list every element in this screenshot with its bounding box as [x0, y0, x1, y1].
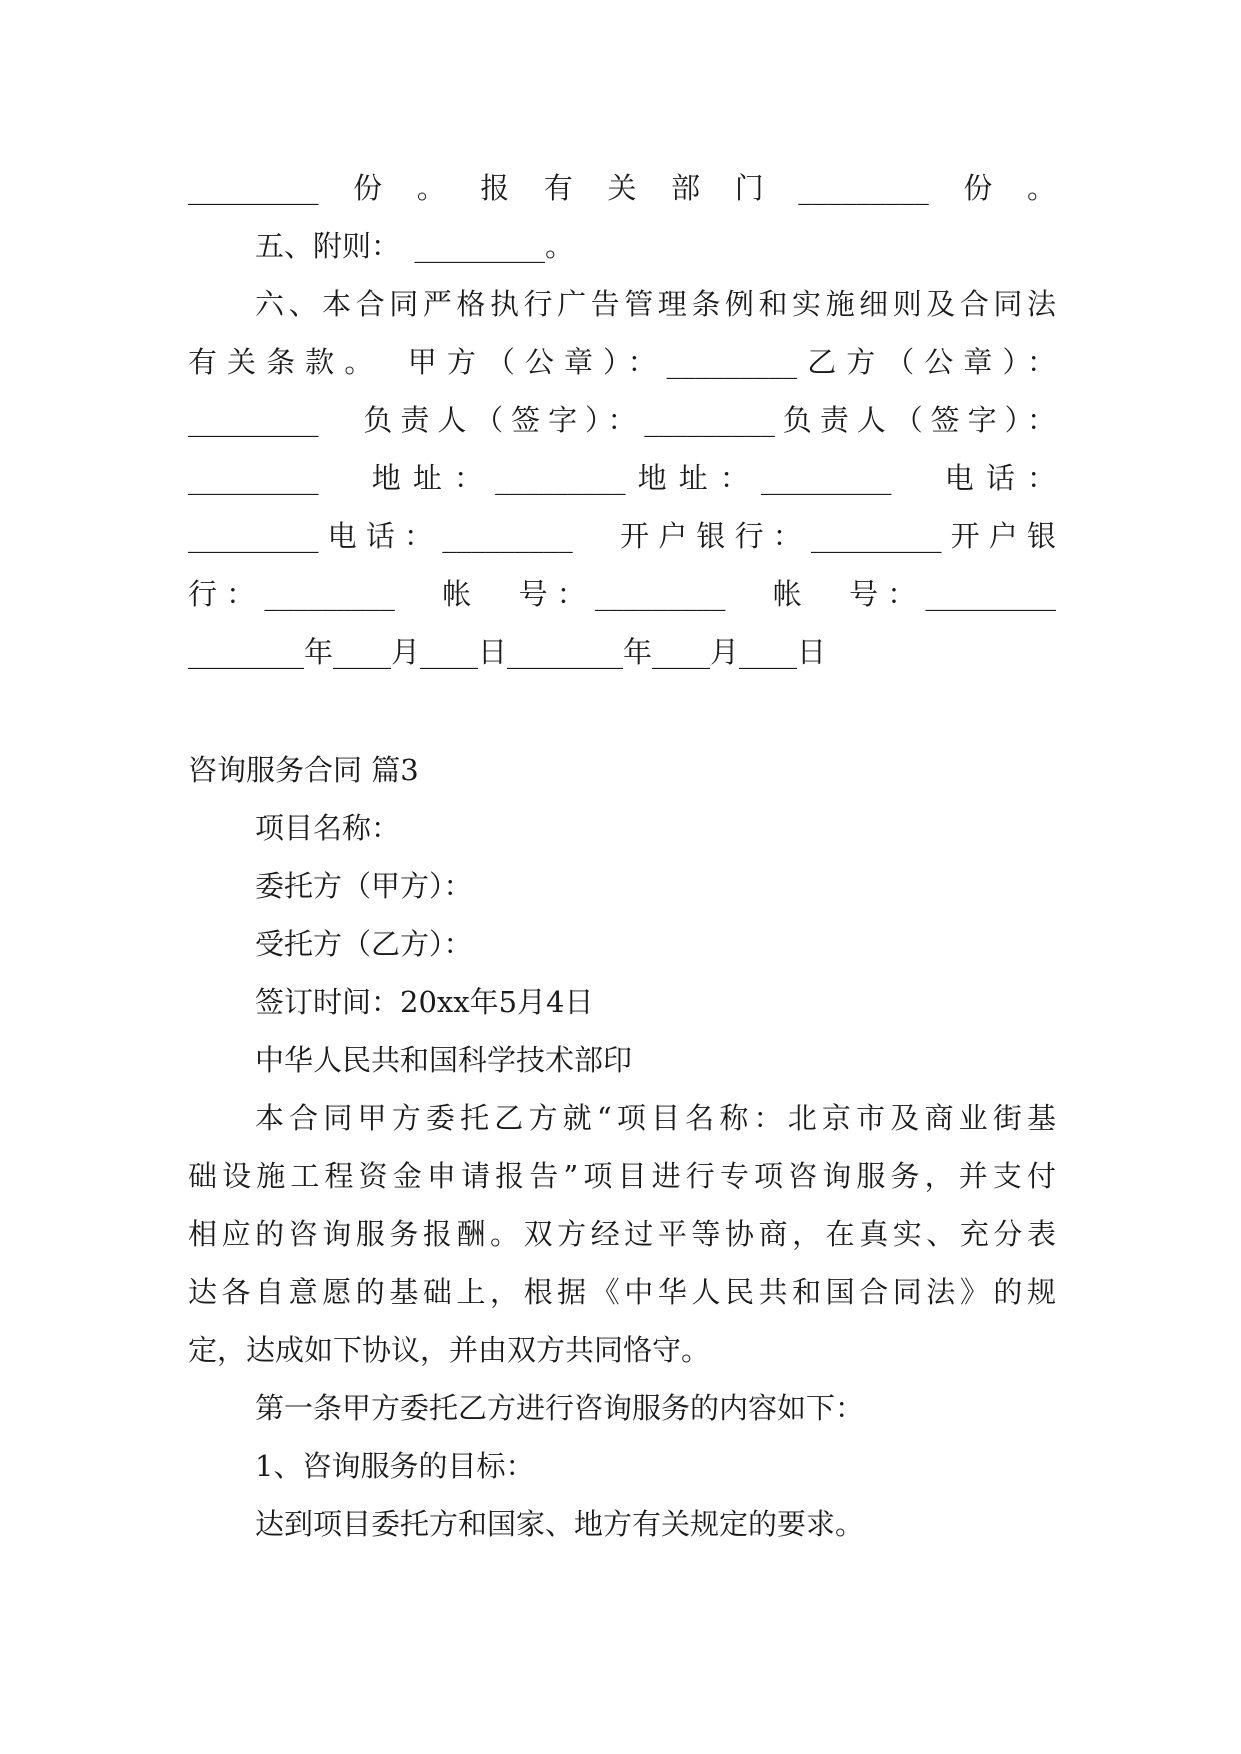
text-line: _________份。报有关部门_________份。	[188, 171, 1056, 205]
text-line: 委托方（甲方）：	[255, 869, 473, 903]
text-line: 相应的咨询服务报酬。双方经过平等协商，在真实、充分表	[188, 1217, 1056, 1251]
text-line: 项目名称：	[255, 811, 401, 845]
text-line: 达各自意愿的基础上，根据《中华人民共和国合同法》的规	[188, 1275, 1056, 1309]
text-line: 中华人民共和国科学技术部印	[255, 1043, 633, 1077]
text-line: _________ 负责人（签字）：_________负责人（签字）：	[188, 403, 1056, 437]
section-heading: 咨询服务合同 篇3	[188, 753, 419, 787]
text-line: _________电话：_________ 开户银行：_________开户银	[188, 519, 1056, 553]
text-line: 第一条甲方委托乙方进行咨询服务的内容如下：	[255, 1391, 865, 1425]
text-line: 本合同甲方委托乙方就“项目名称：北京市及商业街基	[255, 1101, 1056, 1135]
text-line: 定，达成如下协议，并由双方共同恪守。	[188, 1333, 711, 1367]
text-line: 有关条款。 甲方（公章）：_________乙方（公章）：	[188, 345, 1056, 379]
text-line: ________年____月____日________年____月____日	[188, 635, 827, 669]
text-line: 五、附则： _________。	[255, 229, 575, 263]
text-line: _________ 地址：_________地址：_________ 电话：	[188, 461, 1056, 495]
text-line: 受托方（乙方）：	[255, 927, 473, 961]
text-line: 行：_________ 帐 号：_________ 帐 号：_________	[188, 577, 1056, 611]
text-line: 六、本合同严格执行广告管理条例和实施细则及合同法	[255, 287, 1056, 321]
text-line: 1、咨询服务的目标：	[255, 1449, 535, 1483]
text-line: 达到项目委托方和国家、地方有关规定的要求。	[255, 1507, 865, 1541]
text-line: 础设施工程资金申请报告”项目进行专项咨询服务，并支付	[188, 1159, 1056, 1193]
text-line: 签订时间：20xx年5月4日	[255, 985, 594, 1019]
